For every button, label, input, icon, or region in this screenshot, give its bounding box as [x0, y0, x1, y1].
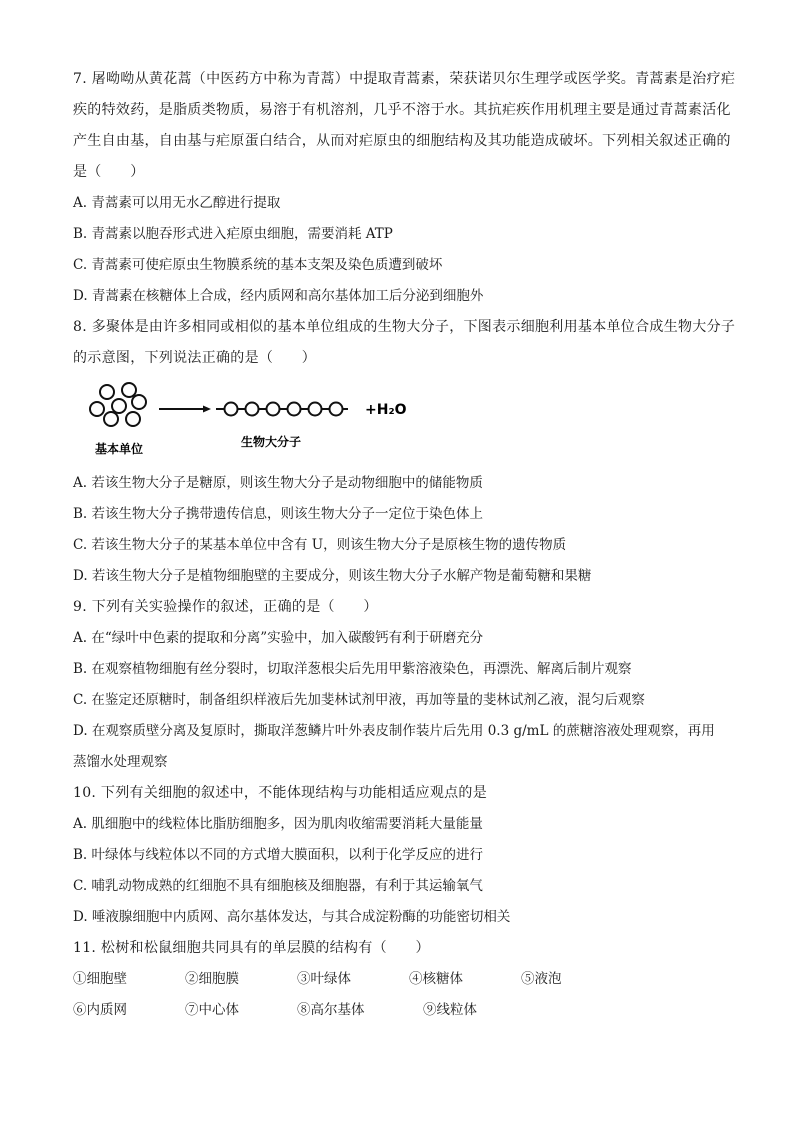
question-10-line-1: 10. 下列有关细胞的叙述中，不能体现结构与功能相适应观点的是	[73, 785, 488, 801]
polymer-synthesis-figure	[73, 376, 723, 464]
question-8-line-2: 的示意图，下列说法正确的是（ ）	[73, 350, 317, 366]
monomer-circle	[100, 385, 114, 399]
choice-item: ⑨线粒体	[423, 1002, 477, 1018]
polymer-unit	[246, 403, 259, 416]
monomer-circle	[126, 412, 140, 426]
monomer-circle	[90, 402, 104, 416]
choice-item: ③叶绿体	[297, 971, 351, 987]
question-9-line-1: 9. 下列有关实验操作的叙述，正确的是（ ）	[73, 599, 378, 615]
question-8-line-1: 8. 多聚体是由许多相同或相似的基本单位组成的生物大分子，下图表示细胞利用基本单位合成生物大分子	[73, 319, 736, 335]
choice-item: ②细胞膜	[185, 971, 239, 987]
monomer-circle	[132, 395, 146, 409]
choice-item: ⑧高尔基体	[297, 1002, 365, 1018]
question-8-option-b: B. 若该生物大分子携带遗传信息，则该生物大分子一定位于染色体上	[73, 506, 484, 522]
choice-item: ⑤液泡	[521, 971, 562, 987]
question-10-option-b: B. 叶绿体与线粒体以不同的方式增大膜面积，以利于化学反应的进行	[73, 847, 484, 863]
question-7-line-2: 疾的特效药，是脂质类物质，易溶于有机溶剂，几乎不溶于水。其抗疟疾作用机理主要是通过青蒿素活化	[73, 102, 731, 118]
question-11-line-1: 11. 松树和松鼠细胞共同具有的单层膜的结构有（ ）	[73, 940, 430, 956]
question-7-option-d: D. 青蒿素在核糖体上合成，经内质网和高尔基体加工后分泌到细胞外	[73, 288, 484, 304]
question-8-option-d: D. 若该生物大分子是植物细胞壁的主要成分，则该生物大分子水解产物是葡萄糖和果糖	[73, 568, 592, 584]
choice-item: ④核糖体	[409, 971, 463, 987]
question-7-line-3: 产生自由基，自由基与疟原蛋白结合，从而对疟原虫的细胞结构及其功能造成破坏。下列相关叙述正确的	[73, 133, 731, 149]
macromolecule-label: 生物大分子	[241, 435, 302, 449]
question-8	[73, 312, 736, 592]
question-9	[73, 592, 723, 778]
question-9-option-d: D. 在观察质壁分离及复原时，撕取洋葱鳞片叶外表皮制作装片后先用 0.3 g/mL 的蔗糖溶液处理观察，再用	[73, 723, 715, 739]
question-7	[73, 64, 736, 312]
question-7-line-4: 是（ ）	[73, 164, 145, 180]
arrow-icon	[159, 406, 211, 413]
question-9-option-a: A. 在“绿叶中色素的提取和分离”实验中，加入碳酸钙有利于研磨充分	[73, 630, 484, 646]
question-9-option-b: B. 在观察植物细胞有丝分裂时，切取洋葱根尖后先用甲紫溶液染色，再漂洗、解离后制片观察	[73, 661, 632, 677]
question-11	[73, 933, 723, 1026]
polymer-unit	[309, 403, 322, 416]
monomer-circle	[122, 383, 136, 397]
monomer-circle	[112, 399, 126, 413]
question-7-option-a: A. 青蒿素可以用无水乙醇进行提取	[73, 195, 281, 211]
question-7-option-c: C. 青蒿素可使疟原虫生物膜系统的基本支架及染色质遭到破坏	[73, 257, 443, 273]
question-10-option-d: D. 唾液腺细胞中内质网、高尔基体发达，与其合成淀粉酶的功能密切相关	[73, 909, 511, 925]
monomer-label: 基本单位	[95, 442, 144, 456]
polymer-chain	[216, 403, 348, 416]
choice-item: ⑦中心体	[185, 1002, 239, 1018]
question-11-choices-row-1	[73, 964, 723, 995]
monomer-cluster	[90, 383, 146, 426]
monomer-circle	[104, 412, 118, 426]
question-11-choices-row-2	[73, 995, 723, 1026]
exam-page	[73, 64, 736, 1026]
question-9-option-c: C. 在鉴定还原糖时，制备组织样液后先加斐林试剂甲液，再加等量的斐林试剂乙液，混匀后观察	[73, 692, 645, 708]
question-8-option-c: C. 若该生物大分子的某基本单位中含有 U，则该生物大分子是原核生物的遗传物质	[73, 537, 567, 553]
water-product-label: +H₂O	[365, 402, 407, 418]
polymer-unit	[267, 403, 280, 416]
question-10	[73, 778, 723, 933]
question-9-option-d-continued: 蒸馏水处理观察	[73, 754, 168, 770]
question-10-option-c: C. 哺乳动物成熟的红细胞不具有细胞核及细胞器，有利于其运输氧气	[73, 878, 483, 894]
polymer-synthesis-diagram	[83, 376, 413, 460]
polymer-unit	[225, 403, 238, 416]
choice-item: ①细胞壁	[73, 971, 127, 987]
polymer-unit	[330, 403, 343, 416]
question-7-option-b: B. 青蒿素以胞吞形式进入疟原虫细胞，需要消耗 ATP	[73, 226, 393, 242]
question-7-line-1: 7. 屠呦呦从黄花蒿（中医药方中称为青蒿）中提取青蒿素，荣获诺贝尔生理学或医学奖。青蒿素是治疗疟	[73, 71, 736, 87]
choice-item: ⑥内质网	[73, 1002, 127, 1018]
question-8-option-a: A. 若该生物大分子是糖原，则该生物大分子是动物细胞中的储能物质	[73, 475, 483, 491]
polymer-unit	[288, 403, 301, 416]
question-10-option-a: A. 肌细胞中的线粒体比脂肪细胞多，因为肌肉收缩需要消耗大量能量	[73, 816, 483, 832]
